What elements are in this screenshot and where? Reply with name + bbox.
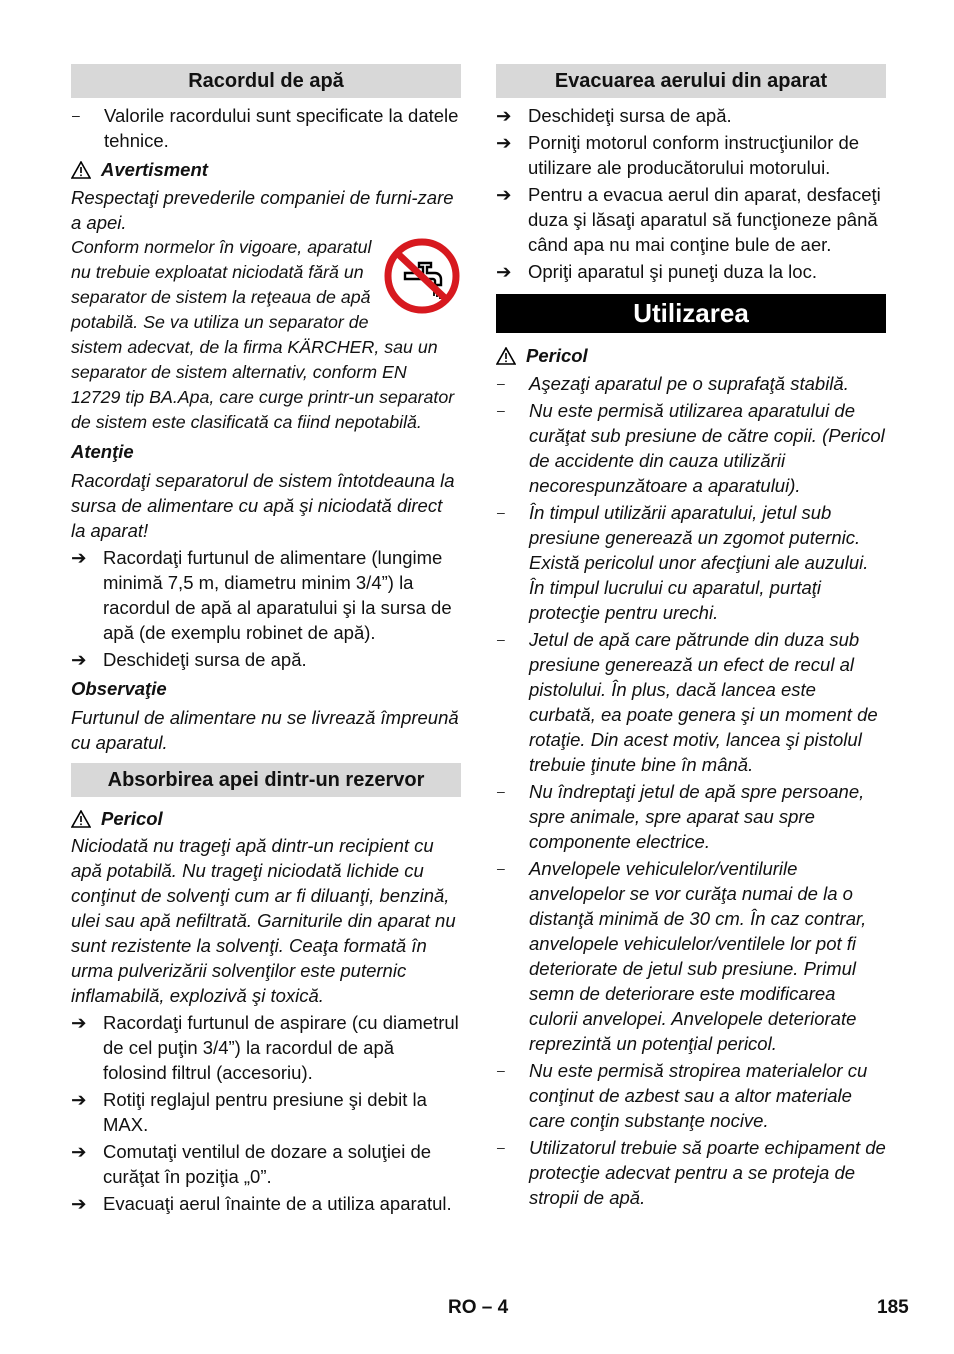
attention-text: Racordaţi separatorul de sistem întotdeauna la sursa de alimentare cu apă şi niciodată direct la aparat!: [71, 470, 455, 541]
dash-bullet: –: [497, 1139, 505, 1155]
list-item: ➔ Deschideţi sursa de apă.: [71, 649, 307, 670]
arrow-right-icon: ➔: [71, 1089, 87, 1110]
arrow-right-icon: ➔: [71, 1012, 87, 1033]
dash-bullet: –: [72, 107, 80, 123]
warning-triangle-icon: [71, 161, 91, 179]
arrow-right-icon: ➔: [496, 184, 512, 205]
note-text: Furtunul de alimentare nu se livrează împreună cu aparatul.: [71, 707, 459, 753]
section-heading-water-connection: Racordul de apă: [71, 64, 461, 98]
warning-triangle-icon: [496, 347, 516, 365]
arrow-right-icon: ➔: [496, 132, 512, 153]
warning-label: Avertisment: [71, 157, 461, 182]
dash-bullet: –: [497, 783, 505, 799]
list-item: ➔ Rotiţi reglajul pentru presiune şi debit la MAX.: [71, 1089, 427, 1135]
list-item: – Jetul de apă care pătrunde din duza sub presiune generează un efect de recul al pistolului. În plus, dacă lancea este curbată, ea poate genera şi un moment de rotaţie. Din acest motiv, lancea şi pistolul trebuie ţinute bine în mână.: [497, 629, 878, 775]
page-section-marker: RO – 4: [448, 1297, 509, 1318]
list-item: – Anvelopele vehiculelor/ventilurile anvelopelor se vor curăţa numai de la o distanţă minimă de 30 cm. În caz contrar, anvelopele vehiculelor/ventilele lor pot fi deteriorate de jetul sub presiune. Primul semn de deteriorare este modificarea culorii anvelopei. Anvelopele deteriorate reprezintă un potenţial pericol.: [497, 858, 867, 1054]
dash-bullet: –: [497, 375, 505, 391]
danger-text: Niciodată nu trageţi apă dintr-un recipient cu apă potabilă. Nu trageţi niciodată lichide cu conţinut de solvenţi cum ar fi diluanţi, benzină, ulei sau apă nefiltrată. Garniturile din aparat nu sunt rezistente la solvenţi. Ceaţa formată în urma pulverizării solvenţilor este puternic inflamabilă, explozivă şi toxică.: [71, 835, 456, 1006]
list-item: – Nu este permisă stropirea materialelor cu conţinut de azbest sau a altor materiale care conţin substanţe nocive.: [497, 1060, 868, 1131]
list-item: – Valorile racordului sunt specificate la datele tehnice.: [72, 105, 459, 151]
danger-label: Pericol: [496, 343, 886, 368]
arrow-right-icon: ➔: [71, 649, 87, 670]
arrow-right-icon: ➔: [496, 105, 512, 126]
note-label: Observaţie: [71, 678, 167, 699]
list-item: ➔ Porniţi motorul conform instrucţiunilor de utilizare ale producătorului motorului.: [496, 132, 860, 178]
section-heading-tank-suction: Absorbirea apei dintr-un rezervor: [71, 763, 461, 797]
arrow-right-icon: ➔: [71, 1141, 87, 1162]
warning-triangle-icon: [71, 810, 91, 828]
danger-label: Pericol: [71, 806, 461, 831]
warning-text: Respectaţi prevederile companiei de furni-zare a apei.: [71, 187, 454, 233]
warning-paragraph: Conform normelor în vigoare, aparatul nu trebuie exploatat niciodată fără un separator de sistem la reţeaua de apă potabilă. Se va utiliza un separator de sistem adecvat, de la firma KÄRCHER, sau un separator de sistem alternativ, conform EN 12729 tip BA.Apa, care curge printr-un separator de sistem este clasificată ca fiind nepotabilă.: [71, 237, 455, 432]
warning-text-block: [71, 235, 461, 435]
attention-label: Atenţie: [71, 441, 134, 462]
arrow-right-icon: ➔: [496, 261, 512, 282]
dash-bullet: –: [497, 504, 505, 520]
list-item: ➔ Racordaţi furtunul de alimentare (lungime minimă 7,5 m, diametru minim 3/4”) la racordul de apă al aparatului şi la sursa de apă (de exemplu robinet de apă).: [71, 547, 452, 643]
list-item: – Utilizatorul trebuie să poarte echipament de protecţie adecvat pentru a se proteja de stropii de apă.: [497, 1137, 886, 1208]
arrow-right-icon: ➔: [71, 1193, 87, 1214]
dash-bullet: –: [497, 631, 505, 647]
arrow-right-icon: ➔: [71, 547, 87, 568]
list-item: – Aşezaţi aparatul pe o suprafaţă stabilă.: [497, 373, 849, 394]
list-item: ➔ Pentru a evacua aerul din aparat, desfaceţi duza şi lăsaţi aparatul să funcţioneze până când apa nu mai conţine bule de aer.: [496, 184, 881, 255]
list-item: ➔ Opriţi aparatul şi puneţi duza la loc.: [496, 261, 817, 282]
chapter-title: Utilizarea: [496, 294, 886, 333]
list-item: ➔ Comutaţi ventilul de dozare a soluţiei de curăţat în poziţia „0”.: [71, 1141, 432, 1187]
section-heading-air-evacuation: Evacuarea aerului din aparat: [496, 64, 886, 98]
list-item: – Nu este permisă utilizarea aparatului de curăţat sub presiune de către copii. (Pericol de accidente din cauza utilizării necorespunzătoare a aparatului).: [497, 400, 885, 496]
dash-bullet: –: [497, 402, 505, 418]
page-number: 185: [877, 1297, 909, 1318]
dash-bullet: –: [497, 1062, 505, 1078]
right-column: [496, 64, 886, 1210]
list-item: ➔ Evacuaţi aerul înainte de a utiliza aparatul.: [71, 1193, 452, 1214]
dash-bullet: –: [497, 860, 505, 876]
list-item: ➔ Deschideţi sursa de apă.: [496, 105, 732, 126]
list-item: – Nu îndreptaţi jetul de apă spre persoane, spre animale, spre aparat sau spre componente electrice.: [497, 781, 865, 852]
left-column: [71, 64, 461, 1216]
list-item: ➔ Racordaţi furtunul de aspirare (cu diametrul de cel puţin 3/4”) la racordul de apă folosind filtrul (accesoriu).: [71, 1012, 459, 1083]
list-item: – În timpul utilizării aparatului, jetul sub presiune generează un zgomot puternic. Există pericolul unor afecţiuni ale auzului. În timpul lucrului cu aparatul, purtaţi protecţie pentru urechi.: [497, 502, 869, 623]
no-drinking-water-tap-icon: [383, 237, 461, 315]
